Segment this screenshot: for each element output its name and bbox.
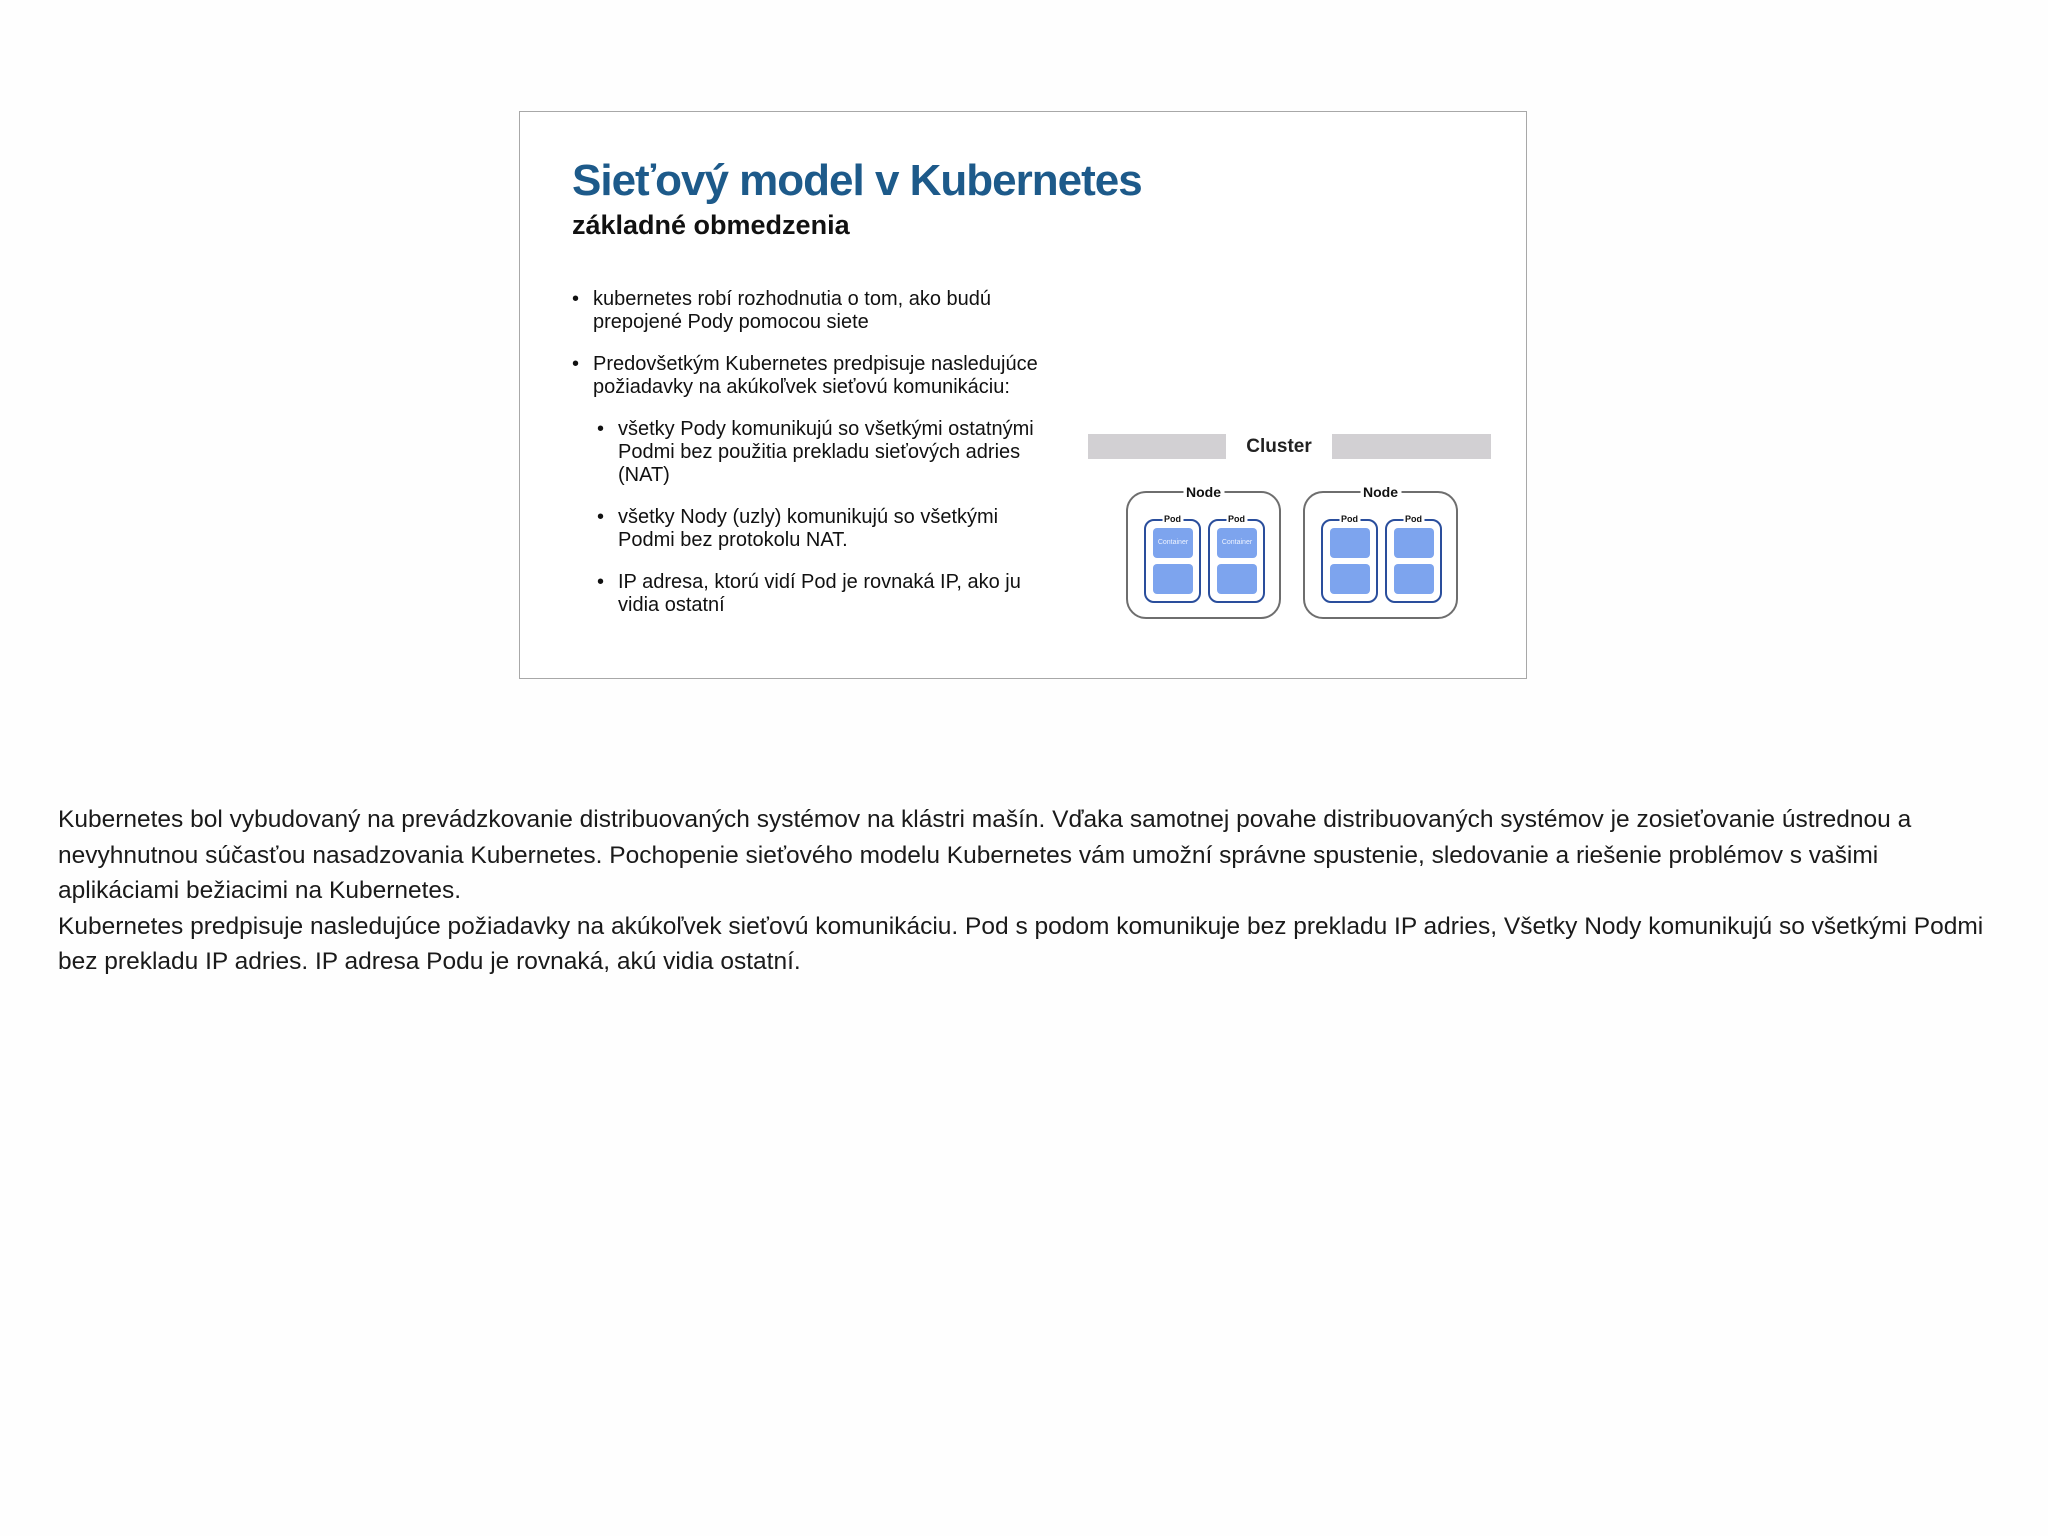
bullet-line: • Predovšetkým Kubernetes predpisuje nasledujúce <box>593 353 1038 375</box>
node-box <box>1126 484 1281 619</box>
slide <box>519 111 1527 679</box>
pod-box <box>1144 514 1201 603</box>
sub-bullet-item <box>597 571 1092 617</box>
container-label: Container <box>1157 539 1189 546</box>
bullet-line: vidia ostatní <box>618 594 725 616</box>
bullet-line: (NAT) <box>618 464 670 486</box>
container-box <box>1153 528 1193 558</box>
bullet-line: požiadavky na akúkoľvek sieťovú komunikáciu: <box>593 376 1010 398</box>
pod-box <box>1321 514 1378 603</box>
node-label: Node <box>1360 484 1401 500</box>
pod-label: Pod <box>1164 514 1181 524</box>
container-box <box>1330 528 1370 558</box>
container-box <box>1217 528 1257 558</box>
bullet-line: • všetky Pody komunikujú so všetkými ostatnými <box>618 418 1034 440</box>
bullet-line: prepojené Pody pomocou siete <box>593 311 869 333</box>
slide-title: Sieťový model v Kubernetes <box>572 156 1142 205</box>
container-box <box>1330 564 1370 594</box>
node-box <box>1303 484 1458 619</box>
bullet-line: Podmi bez protokolu NAT. <box>618 529 848 551</box>
pod-box <box>1385 514 1442 603</box>
pod-label: Pod <box>1405 514 1422 524</box>
cluster-bar-right <box>1332 434 1491 459</box>
container-box <box>1394 564 1434 594</box>
sub-bullet-item <box>597 506 1092 552</box>
cluster-diagram <box>1088 434 1500 634</box>
bullet-item <box>572 353 1092 399</box>
pod-box <box>1208 514 1265 603</box>
bullet-item <box>572 288 1092 334</box>
cluster-bar-left <box>1088 434 1226 459</box>
node-label: Node <box>1183 484 1224 500</box>
cluster-label: Cluster <box>1246 436 1312 457</box>
bullet-list <box>572 288 1092 636</box>
container-box <box>1394 528 1434 558</box>
bullet-line: • kubernetes robí rozhodnutia o tom, ako budú <box>593 288 992 310</box>
slide-subtitle: základné obmedzenia <box>572 210 850 240</box>
container-box <box>1153 564 1193 594</box>
bullet-line: Podmi bez použitia prekladu sieťových adries <box>618 441 1021 463</box>
pod-label: Pod <box>1228 514 1245 524</box>
notes-paragraph: Kubernetes bol vybudovaný na prevádzkovanie distribuovaných systémov na klástri mašín. Vďaka samotnej povahe distribuovaných systémov je zosieťovanie ústrednou a nevyhnutnou súčasťou nasadzovania Kubernetes. Pochopenie sieťového modelu Kubernetes vám umožní správne spustenie, sledovanie a riešenie problémov s vašimi aplikáciami bežiacimi na Kubernetes. <box>58 806 1912 904</box>
bullet-line: • IP adresa, ktorú vidí Pod je rovnaká IP, ako ju <box>618 571 1021 593</box>
notes-paragraph: Kubernetes predpisuje nasledujúce požiadavky na akúkoľvek sieťovú komunikáciu. Pod s podom komunikuje bez prekladu IP adries, Všetky Nody komunikujú so všetkými Podmi bez prekladu IP adries. IP adresa Podu je rovnaká, akú vidia ostatní. <box>58 912 1984 975</box>
container-box <box>1217 564 1257 594</box>
pod-label: Pod <box>1341 514 1358 524</box>
speaker-notes <box>58 802 1988 980</box>
bullet-line: • všetky Nody (uzly) komunikujú so všetkými <box>618 506 999 528</box>
sub-bullet-item <box>597 418 1092 487</box>
container-label: Container <box>1221 539 1253 546</box>
